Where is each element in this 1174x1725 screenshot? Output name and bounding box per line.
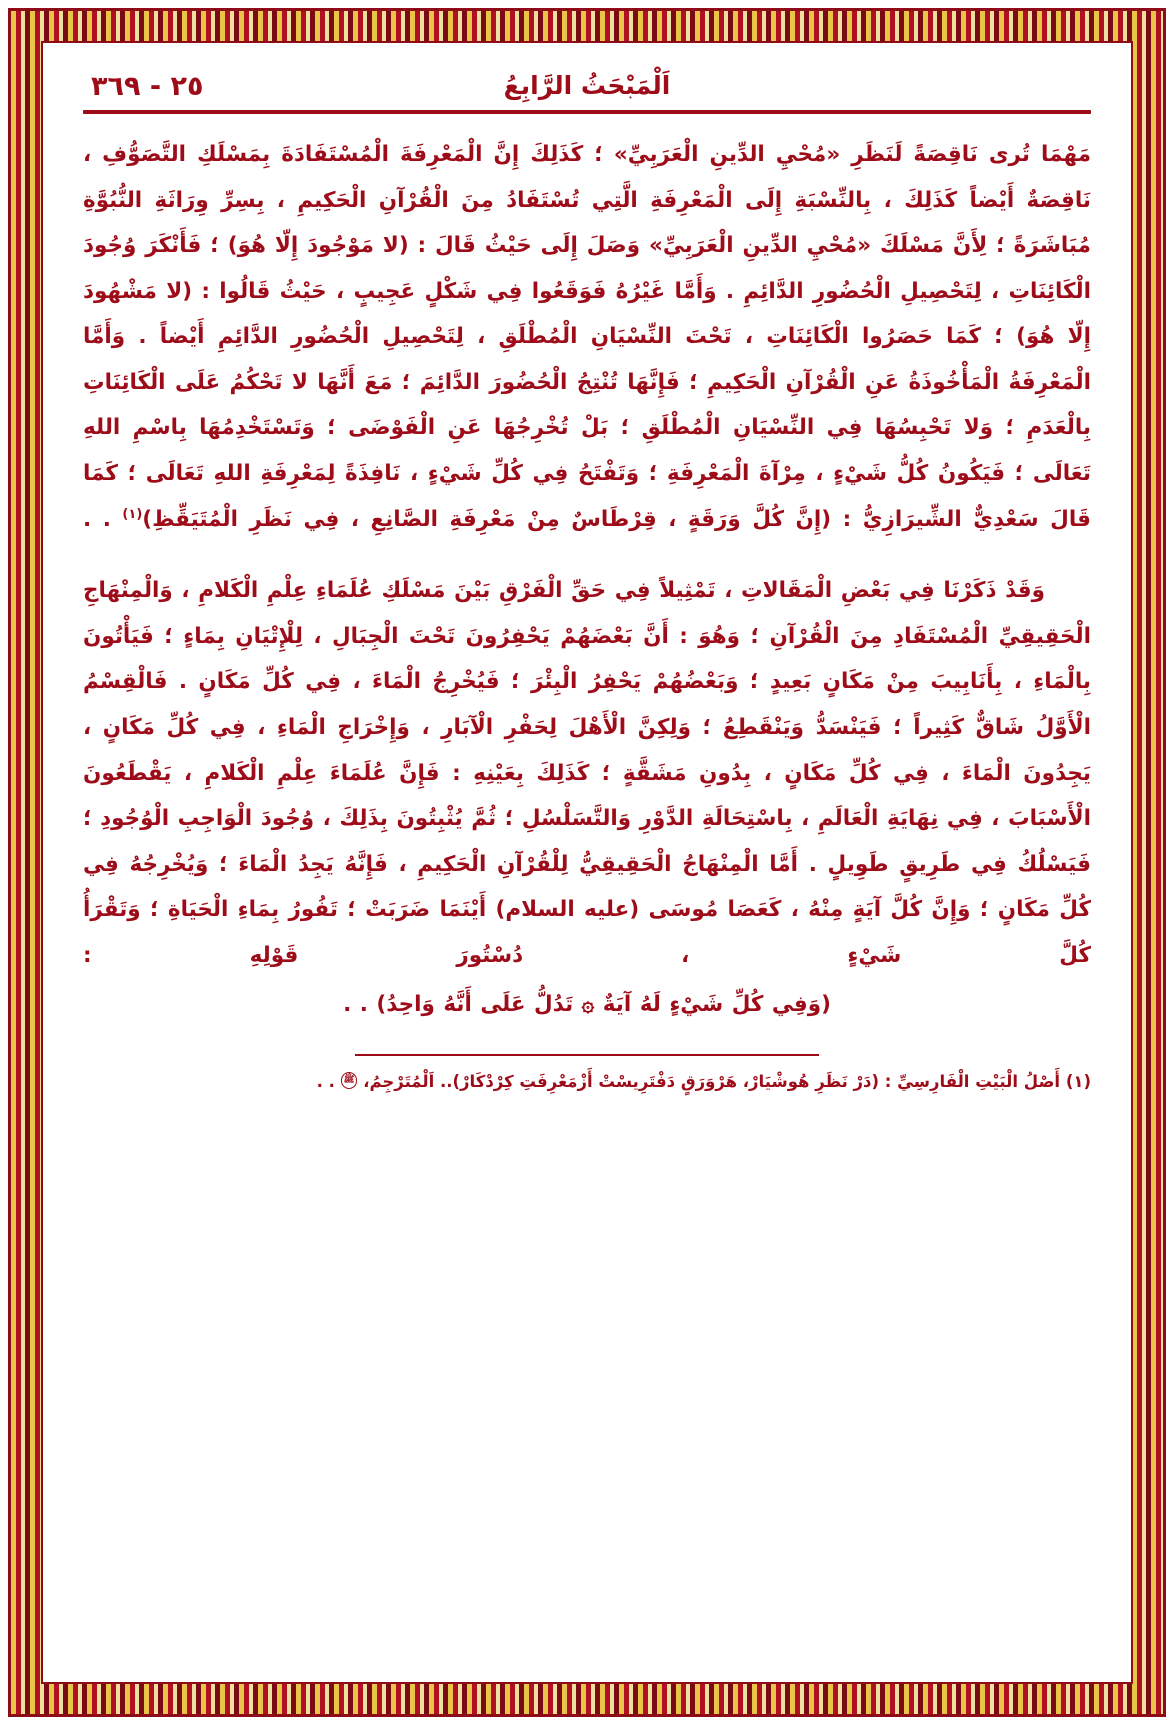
footnote xyxy=(83,1066,1091,1097)
page-number: ٢٥ - ٣٦٩ xyxy=(91,71,204,102)
decorative-outer-border xyxy=(8,8,1166,1717)
footnote-marker-ref: (١) xyxy=(122,506,143,522)
paragraph-1-text: مَهْمَا تُرى نَاقِصَةً لَنَظَرِ «مُحْيِ الدِّينِ الْعَرَبِيِّ» ؛ كَذَلِكَ إِنَّ الْمَعْرِفَةَ الْمُسْتَفَادَةَ بِمَسْلَكِ التَّصَوُّفِ ، نَاقِصَةٌ أَيْضاً كَذَلِكَ ، بِالنِّسْبَةِ إِلَى الْمَعْرِفَةِ الَّتِي تُسْتَفَادُ مِنَ الْقُرْآنِ الْحَكِيمِ ، بِسِرِّ وِرَاثَةِ النُّبُوَّةِ مُبَاشَرَةً ؛ لِأَنَّ مَسْلَكَ «مُحْيِ الدِّينِ الْعَرَبِيِّ» وَصَلَ إِلَى حَيْثُ قَالَ : (لا مَوْجُودَ إِلّا هُوَ) ؛ فَأَنْكَرَ وُجُودَ الْكَائِنَاتِ ، لِتَحْصِيلِ الْحُضُورِ الدَّائِمِ . وَأَمَّا غَيْرُهُ فَوَقَعُوا فِي شَكْلٍ عَجِيبٍ ، حَيْثُ قَالُوا : (لا مَشْهُودَ إِلّا هُوَ) ؛ كَمَا حَصَرُوا الْكَائِنَاتِ ، تَحْتَ النِّسْيَانِ الْمُطْلَقِ ، لِتَحْصِيلِ الْحُضُورِ الدَّائِمِ أَيْضاً . وَأَمَّا الْمَعْرِفَةُ الْمَأْخُوذَةُ عَنِ الْقُرْآنِ الْحَكِيمِ ؛ فَإِنَّهَا تُنْتِجُ الْحُضُورَ الدَّائِمَ ؛ مَعَ أَنَّهَا لا تَحْكُمُ عَلَى الْكَائِنَاتِ بِالْعَدَمِ ؛ وَلا تَحْبِسُهَا فِي النِّسْيَانِ الْمُطْلَقِ ؛ بَلْ تُخْرِجُهَا عَنِ الْفَوْضَى ؛ وَتَسْتَخْدِمُهَا بِاسْمِ اللهِ تَعَالَى ؛ فَيَكُونُ كُلُّ شَيْءٍ ، مِرْآةَ الْمَعْرِفَةِ ؛ وَتَفْتَحُ فِي كُلِّ شَيْءٍ ، نَافِذَةً لِمَعْرِفَةِ اللهِ تَعَالَى ؛ كَمَا قَالَ سَعْدِيٌّ الشِّيرَازِيُّ : (إِنَّ كُلَّ وَرَقَةٍ ، قِرْطَاسٌ مِنْ مَعْرِفَةِ الصَّانِعِ ، فِي نَظَرِ الْمُتَيَقِّظِ) xyxy=(83,142,1091,532)
sallallahu-seal-icon: ﷺ xyxy=(341,1072,358,1089)
chapter-title: اَلْمَبْحَثُ الرَّابِعُ xyxy=(503,71,671,100)
body-text xyxy=(83,132,1091,1028)
footnote-trailing: . . xyxy=(316,1071,341,1091)
header-divider xyxy=(83,110,1091,114)
footnote-text: أَصْلُ الْبَيْتِ الْفَارِسِيِّ : (دَرْ نَظَرِ هُوشْيَارْ، هَرْوَرَقٍ دَفْتَرِيسْتْ أَزْمَعْرِفَتِ كِرْدْكَارْ).. اَلْمُتَرْجِمُ، xyxy=(357,1071,1061,1091)
decorative-inner-border xyxy=(41,41,1133,1684)
page-header xyxy=(83,71,1091,108)
footnote-marker: (١) xyxy=(1065,1071,1091,1091)
paragraph-2-text: وَقَدْ ذَكَرْنَا فِي بَعْضِ الْمَقَالاتِ ، تَمْثِيلاً فِي حَقِّ الْفَرْقِ بَيْنَ مَسْلَكِ عُلَمَاءِ عِلْمِ الْكَلامِ ، وَالْمِنْهَاجِ الْحَقِيقِيِّ الْمُسْتَفَادِ مِنَ الْقُرْآنِ ؛ وَهُوَ : أَنَّ بَعْضَهُمْ يَحْفِرُونَ تَحْتَ الْجِبَالِ ، لِلْإِتْيَانِ بِمَاءٍ ؛ فَيَأْتُونَ بِالْمَاءِ ، بِأَنَابِيبَ مِنْ مَكَانٍ بَعِيدٍ ؛ وَبَعْضُهُمْ يَحْفِرُ الْبِئْرَ ؛ فَيُخْرِجُ الْمَاءَ ، فِي كُلِّ مَكَانٍ . فَالْقِسْمُ الْأَوَّلُ شَاقٌّ كَثِيراً ؛ فَيَنْسَدُّ وَيَنْقَطِعُ ؛ وَلِكِنَّ الْأَهْلَ لِحَفْرِ الْآبَارِ ، وَإِخْرَاجِ الْمَاءِ ، فِي كُلِّ مَكَانٍ ، يَجِدُونَ الْمَاءَ ، فِي كُلِّ مَكَانٍ ، بِدُونِ مَشَقَّةٍ ؛ كَذَلِكَ بِعَيْنِهِ : فَإِنَّ عُلَمَاءَ عِلْمِ الْكَلامِ ، يَقْطَعُونَ الْأَسْبَابَ ، فِي نِهَايَةِ الْعَالَمِ ، بِاسْتِحَالَةِ الدَّوْرِ وَالتَّسَلْسُلِ ؛ ثُمَّ يُثْبِتُونَ بِذَلِكَ ، وُجُودَ الْوَاجِبِ الْوُجُودِ ؛ فَيَسْلُكُ فِي طَرِيقٍ طَوِيلٍ . أَمَّا الْمِنْهَاجُ الْحَقِيقِيُّ لِلْقُرْآنِ الْحَكِيمِ ، فَإِنَّهُ يَجِدُ الْمَاءَ ؛ وَيُخْرِجُهُ فِي كُلِّ مَكَانٍ ؛ وَإِنَّ كُلَّ آيَةٍ مِنْهُ ، كَعَصَا مُوسَى (عليه السلام) أَيْنَمَا ضَرَبَتْ ؛ تَفُورُ بِمَاءِ الْحَيَاةِ ؛ وَتَقْرَأُ كُلَّ شَيْءٍ ، دُسْتُورَ قَوْلِهِ : xyxy=(83,578,1091,968)
paragraph-2 xyxy=(83,568,1091,978)
paragraph-3-verse xyxy=(83,982,1091,1028)
page-content xyxy=(43,43,1131,1682)
paragraph-1-trailing: . . xyxy=(83,506,123,532)
footnote-separator xyxy=(355,1054,819,1056)
paragraph-3-text: (وَفِي كُلِّ شَيْءٍ لَهُ آيَةٌ ۞ تَدُلُّ عَلَى أَنَّهُ وَاحِدُ) . . xyxy=(343,992,831,1018)
paragraph-1 xyxy=(83,132,1091,542)
